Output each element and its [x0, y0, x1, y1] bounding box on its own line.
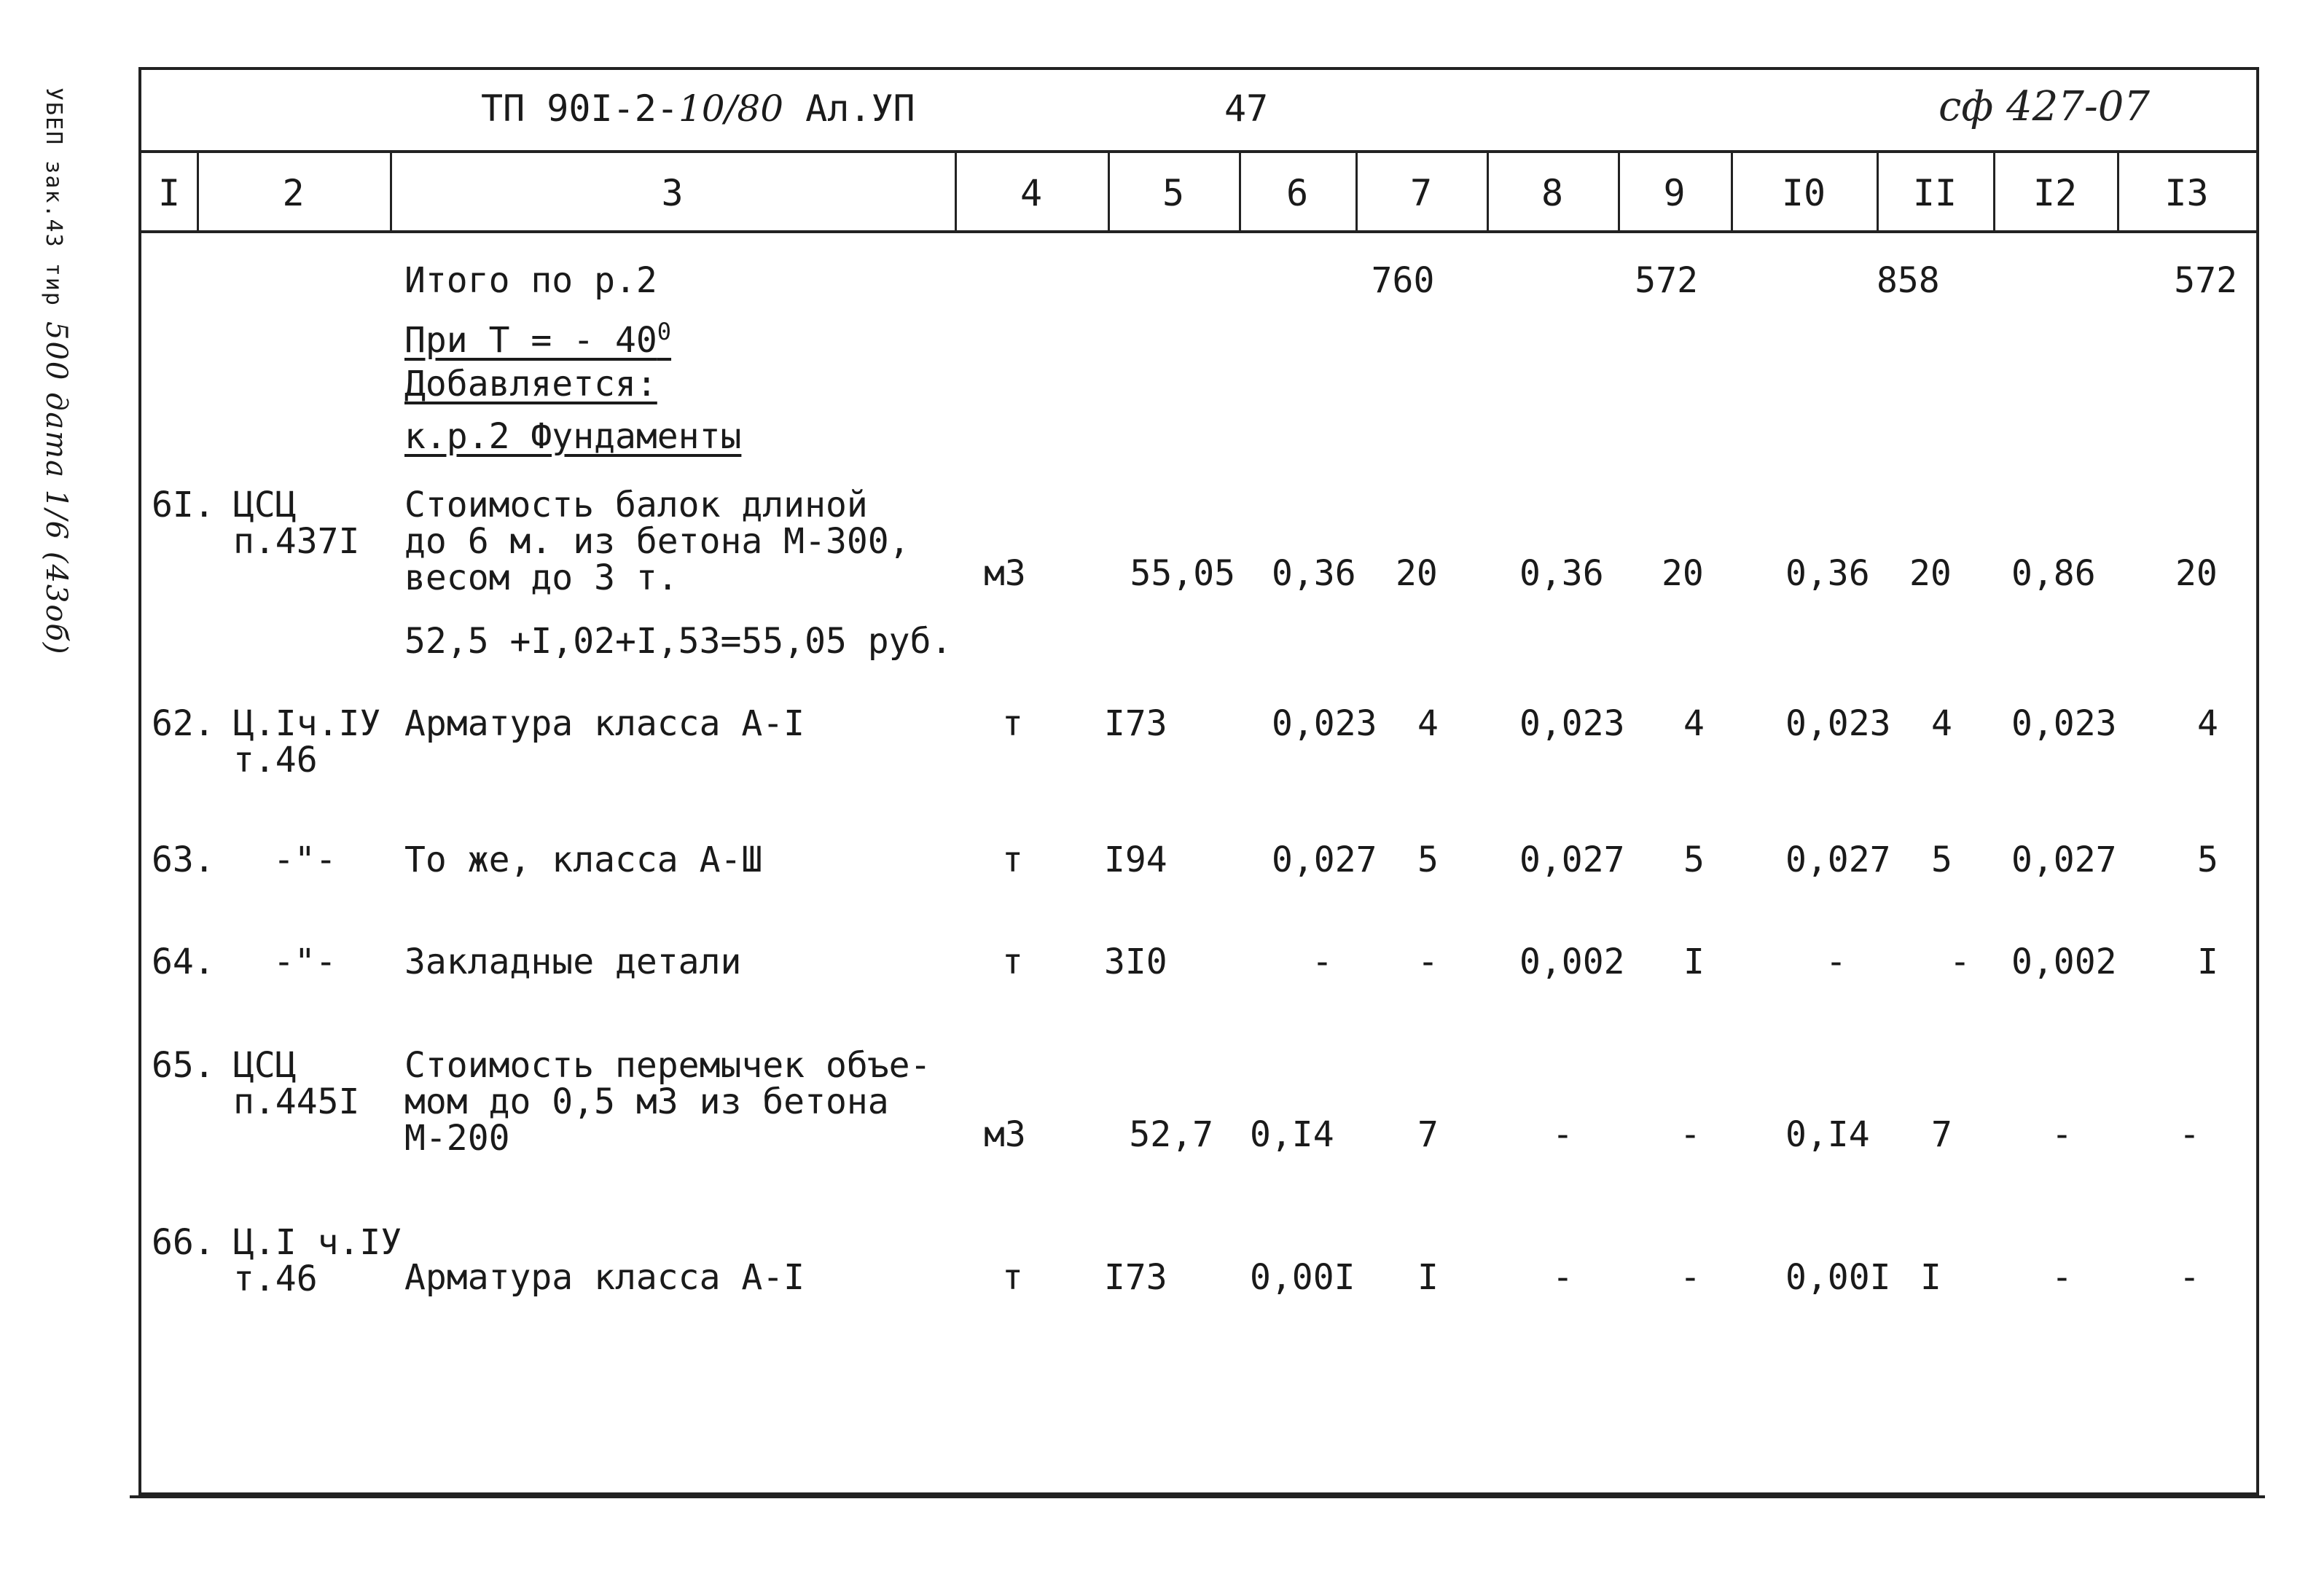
row-col12: - — [2051, 1257, 2073, 1298]
col-header-4: 4 — [955, 153, 1108, 233]
row-col6: - — [1312, 942, 1333, 982]
row-col7: 5 — [1417, 839, 1439, 880]
row-col7: 7 — [1417, 1114, 1439, 1155]
row-col6: 0,00I — [1250, 1257, 1355, 1298]
album-label: Ал.УП — [783, 87, 915, 130]
row-unit: т — [1002, 1257, 1023, 1298]
col-divider — [1618, 153, 1620, 233]
row-col9: - — [1680, 1257, 1701, 1298]
row-col7: 20 — [1396, 553, 1438, 594]
col-divider — [1731, 153, 1733, 233]
row-col13: 20 — [2175, 553, 2218, 594]
row-description: Арматура класса А-I — [404, 703, 805, 744]
row-col8: - — [1552, 1114, 1573, 1155]
col-header-3: 3 — [390, 153, 955, 233]
code-prefix: ТП 90I-2- — [481, 87, 678, 130]
row-unit: т — [1002, 942, 1023, 982]
col-header-5: 5 — [1108, 153, 1239, 233]
col-divider — [1239, 153, 1241, 233]
row-col11: I — [1920, 1257, 1941, 1298]
row-col13: 4 — [2197, 703, 2218, 744]
row-col6: 0,023 — [1272, 703, 1377, 744]
col-divider — [2117, 153, 2119, 233]
col-divider — [197, 153, 199, 233]
row-col11: - — [1949, 942, 1971, 982]
section-label: к.р.2 Фундаменты — [404, 416, 742, 457]
row-col8: 0,36 — [1519, 553, 1604, 594]
row-price: 55,05 — [1130, 553, 1235, 594]
col-divider — [1355, 153, 1358, 233]
row-col13: I — [2197, 942, 2218, 982]
row-number: 62. — [152, 703, 215, 744]
condition-text: При Т = - 40 — [404, 320, 657, 361]
side-stamp — [39, 87, 102, 656]
side-stamp-handwritten: 500 дата 1/6 (43об) — [39, 321, 73, 656]
row-col11: 5 — [1931, 839, 1952, 880]
row-price: I94 — [1104, 839, 1167, 880]
row-number: 66. — [152, 1222, 215, 1263]
row-description: Стоимость перемычек объе- мом до 0,5 м3 из бетона М-200 — [404, 1045, 931, 1159]
row-col7: 4 — [1417, 703, 1439, 744]
row-col13: 5 — [2197, 839, 2218, 880]
adds-label: Добавляется: — [404, 364, 657, 404]
totals-label: Итого по р.2 — [404, 260, 657, 301]
row-col9: 5 — [1683, 839, 1705, 880]
col-header-9: 9 — [1618, 153, 1731, 233]
condition-degree: 0 — [657, 318, 672, 345]
col-header-8: 8 — [1487, 153, 1618, 233]
totals-col13: 572 — [2174, 260, 2237, 301]
code-handwritten: 10/80 — [678, 87, 784, 130]
col-header-7: 7 — [1355, 153, 1487, 233]
col-header-1: I — [141, 153, 197, 233]
col-divider — [390, 153, 392, 233]
row-price: 3I0 — [1104, 942, 1167, 982]
col-header-2: 2 — [197, 153, 390, 233]
row-col8: - — [1552, 1257, 1573, 1298]
row-col10: 0,023 — [1785, 703, 1891, 744]
side-stamp-text: УБЕП зак.43 тир — [41, 87, 66, 307]
row-price: I73 — [1104, 1257, 1167, 1298]
handwritten-mark: сф 427-07 — [1938, 83, 2151, 130]
col-divider — [1108, 153, 1110, 233]
row-col10: 0,00I — [1785, 1257, 1891, 1298]
frame-bottom-line — [130, 1495, 2265, 1498]
document-code — [481, 87, 915, 130]
row-number: 64. — [152, 942, 215, 982]
row-col9: 20 — [1662, 553, 1704, 594]
row-reference: Ц.Iч.IУ т.46 — [233, 703, 381, 780]
row-unit: м3 — [984, 1114, 1026, 1155]
row-reference: Ц.I ч.IУ т.46 — [233, 1222, 402, 1299]
row-reference: ЦСЦ п.445I — [233, 1045, 360, 1122]
row-col12: 0,002 — [2011, 942, 2117, 982]
row-unit: м3 — [984, 553, 1026, 594]
row-number: 63. — [152, 839, 215, 880]
row-number: 65. — [152, 1045, 215, 1086]
row-price: 52,7 — [1129, 1114, 1213, 1155]
row-col10: 0,36 — [1785, 553, 1870, 594]
row-col12: 0,027 — [2011, 839, 2117, 880]
col-header-12: I2 — [1993, 153, 2117, 233]
page-number: 47 — [1224, 87, 1269, 130]
row-description: Стоимость балок длиной до 6 м. из бетона М-300, весом до 3 т. — [404, 485, 910, 598]
row-col10: 0,027 — [1785, 839, 1891, 880]
row-col11: 20 — [1909, 553, 1952, 594]
totals-col7: 760 — [1371, 260, 1435, 301]
row-col6: 0,I4 — [1250, 1114, 1334, 1155]
row-number: 6I. — [152, 485, 215, 525]
row-col6: 0,36 — [1272, 553, 1356, 594]
row-col12: 0,86 — [2011, 553, 2096, 594]
row-reference: -"- — [273, 839, 337, 880]
row-col8: 0,023 — [1519, 703, 1625, 744]
row-col9: - — [1680, 1114, 1701, 1155]
row-col13: - — [2179, 1114, 2200, 1155]
row-col11: 4 — [1931, 703, 1952, 744]
row-reference: -"- — [273, 942, 337, 982]
row-col11: 7 — [1931, 1114, 1952, 1155]
row-col6: 0,027 — [1272, 839, 1377, 880]
col-header-11: II — [1877, 153, 1993, 233]
row-col8: 0,002 — [1519, 942, 1625, 982]
row-col10: 0,I4 — [1785, 1114, 1870, 1155]
col-divider — [1487, 153, 1489, 233]
row-col7: I — [1417, 1257, 1439, 1298]
row-unit: т — [1002, 839, 1023, 880]
row-col9: 4 — [1683, 703, 1705, 744]
row-description: То же, класса А-Ш — [404, 839, 763, 880]
row-price: I73 — [1104, 703, 1167, 744]
row-col12: - — [2051, 1114, 2073, 1155]
row-col9: I — [1683, 942, 1705, 982]
col-divider — [955, 153, 957, 233]
condition-label — [404, 313, 671, 359]
row-description: Закладные детали — [404, 942, 742, 982]
col-divider — [1993, 153, 1995, 233]
row-col7: - — [1417, 942, 1439, 982]
col-header-13: I3 — [2117, 153, 2256, 233]
totals-col9: 572 — [1635, 260, 1698, 301]
totals-col11: 858 — [1877, 260, 1940, 301]
row-note: 52,5 +I,02+I,53=55,05 руб. — [404, 621, 952, 662]
row-col12: 0,023 — [2011, 703, 2117, 744]
row-col10: - — [1826, 942, 1847, 982]
row-col13: - — [2179, 1257, 2200, 1298]
col-header-10: I0 — [1731, 153, 1877, 233]
row-reference: ЦСЦ п.437I — [233, 485, 360, 562]
row-unit: т — [1002, 703, 1023, 744]
title-row — [138, 67, 2259, 153]
col-divider — [1877, 153, 1879, 233]
col-header-6: 6 — [1239, 153, 1355, 233]
row-col8: 0,027 — [1519, 839, 1625, 880]
row-description: Арматура класса А-I — [404, 1257, 805, 1298]
